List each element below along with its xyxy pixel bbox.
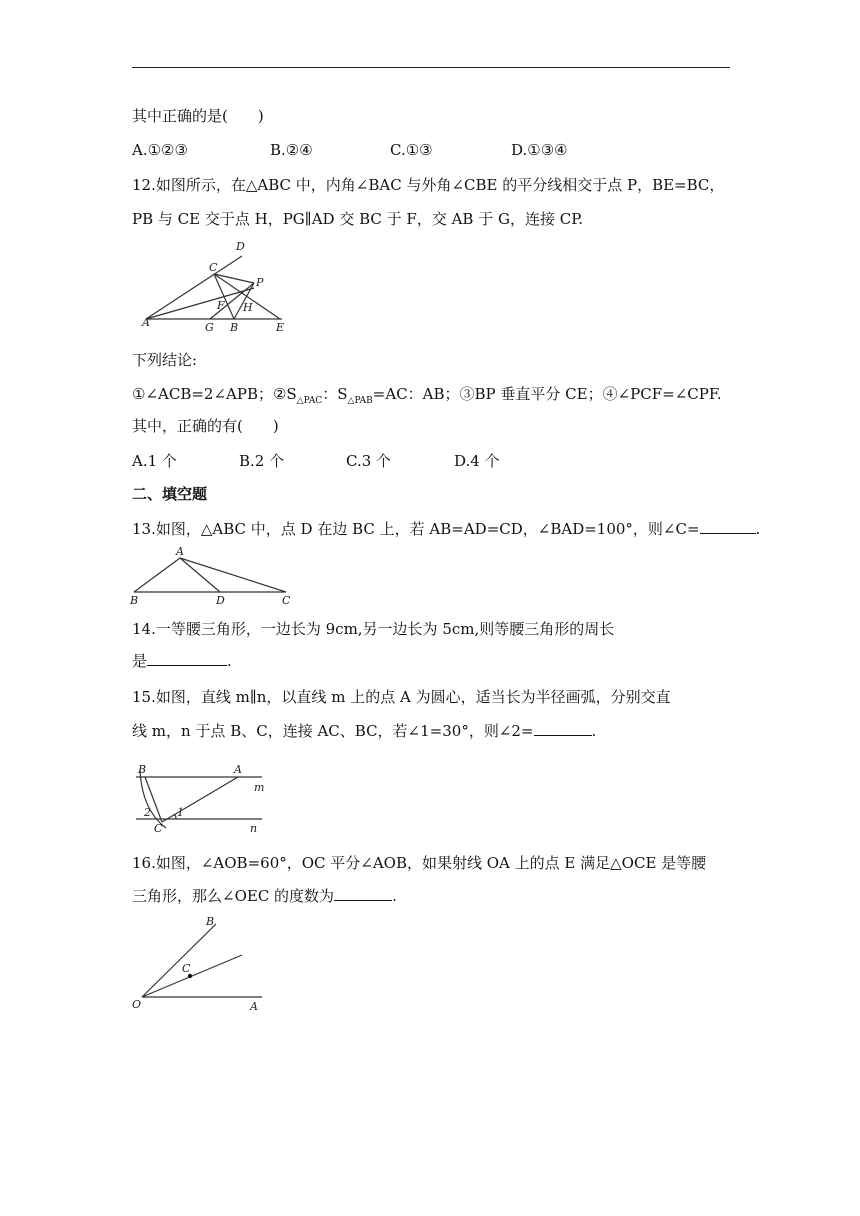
section-title: 二、填空题 (132, 485, 208, 503)
q12-label-a: A (142, 316, 150, 329)
q14-line2: 是 . (132, 652, 232, 670)
q13-label-b: B (130, 594, 139, 607)
q12-seg-ap (146, 288, 254, 319)
q13-label-a: A (176, 545, 184, 558)
q13-label-d: D (216, 594, 225, 607)
q11-option-d: D.①③④ (511, 141, 568, 159)
q12-line1: 12.如图所示，在△ABC 中，内角∠BAC 与外角∠CBE 的平分线相交于点 P，BE=BC， (132, 176, 725, 194)
q12-option-d: D.4 个 (454, 452, 500, 470)
q14-answer-blank[interactable] (147, 651, 227, 666)
q12-line2: PB 与 CE 交于点 H，PG∥AD 交 BC 于 F，交 AB 于 G，连接 CP. (132, 210, 584, 228)
q12-seg-ad (146, 256, 242, 319)
q12-option-c: C.3 个 (346, 452, 392, 470)
q15-label-a: A (234, 763, 242, 776)
q12-conclusions: ①∠ACB=2∠APB；$②S_{\triangle PAC}$：$S_{\triangle PAB}=AC$：AB；③BP 垂直平分 CE；④∠PCF=∠CPF. (132, 385, 722, 406)
q15-label-c: C (154, 822, 163, 835)
q15-label-n: n (250, 822, 258, 835)
q15-answer-blank[interactable] (534, 721, 592, 736)
q13-seg-ac (180, 558, 286, 592)
q15-label-b: B (138, 763, 147, 776)
q15-line2: 线 m，n 于点 B、C，连接 AC、BC，若∠1=30°，则∠2= . (132, 722, 597, 740)
q15-label-two: 2 (144, 806, 151, 819)
q14-line1: 14.一等腰三角形，一边长为 9cm,另一边长为 5cm,则等腰三角形的周长 (132, 620, 615, 638)
q11-option-a: A.①②③ (132, 141, 188, 159)
q12-option-a: A.1 个 (132, 452, 177, 470)
q16-label-a: A (250, 1000, 258, 1013)
q13-label-c: C (282, 594, 291, 607)
q12-label-f: F (217, 299, 225, 312)
q12-label-e: E (276, 321, 285, 334)
q12-label-g: G (205, 321, 214, 334)
q13-answer-blank[interactable] (700, 519, 756, 534)
q15-line1: 15.如图，直线 m∥n，以直线 m 上的点 A 为圆心，适当长为半径画弧，分别交直 (132, 688, 671, 706)
q12-label-h: H (243, 301, 253, 314)
q16-answer-blank[interactable] (334, 886, 392, 901)
q13-text: 13.如图，△ABC 中，点 D 在边 BC 上，若 AB=AD=CD，∠BAD=100°，则∠C= . (132, 520, 761, 538)
q15-label-one: 1 (177, 806, 184, 819)
q12-label-p: P (256, 276, 264, 289)
q11-stem: 其中正确的是( ) (132, 107, 264, 125)
q13-figure (128, 544, 298, 608)
q12-question: 其中，正确的有( ) (132, 417, 279, 435)
q12-conclusions-title: 下列结论: (132, 351, 198, 369)
q16-label-o: O (132, 998, 142, 1011)
q12-label-c: C (209, 261, 218, 274)
q15-angle1-arc (173, 815, 176, 819)
q16-line1: 16.如图，∠AOB=60°，OC 平分∠AOB，如果射线 OA 上的点 E 满足△OCE 是等腰 (132, 854, 707, 872)
q11-option-c: C.①③ (390, 141, 433, 159)
q16-line2: 三角形，那么∠OEC 的度数为 . (132, 887, 397, 905)
header-rule (132, 67, 730, 68)
q12-label-b: B (230, 321, 239, 334)
q12-figure (130, 238, 300, 338)
q13-seg-ad (180, 558, 220, 592)
q16-ray-ob (142, 924, 216, 997)
q15-label-m: m (254, 781, 265, 794)
q15-figure (130, 758, 270, 836)
q12-option-b: B.2 个 (239, 452, 285, 470)
q11-option-b: B.②④ (270, 141, 313, 159)
q16-label-b: B (206, 915, 215, 928)
q12-label-d: D (236, 240, 245, 253)
q16-figure (128, 912, 268, 1012)
q16-label-c: C (182, 962, 191, 975)
q13-seg-ab (134, 558, 180, 592)
